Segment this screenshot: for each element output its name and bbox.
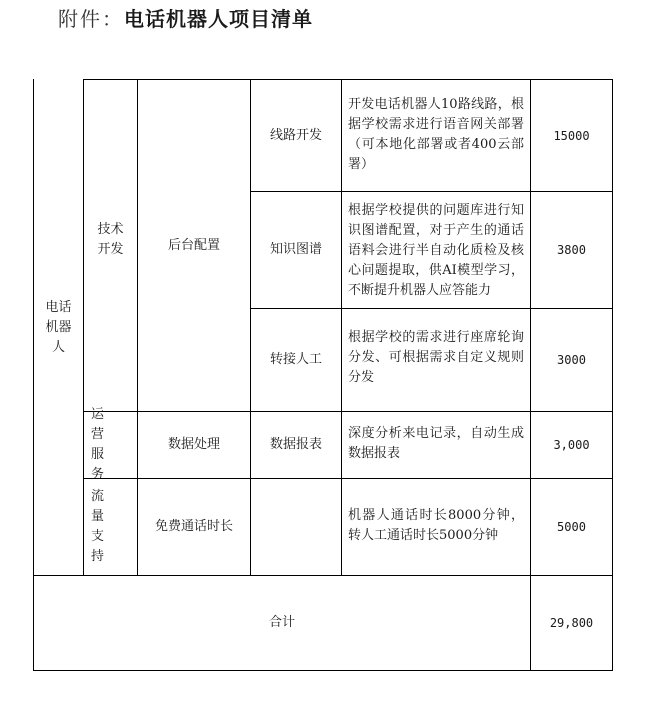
total-label: 合计 xyxy=(268,615,295,630)
group-cell-traffic xyxy=(84,479,137,575)
subgroup-label: 后台配置 xyxy=(167,238,220,253)
item-label: 数据报表 xyxy=(269,437,322,452)
item-cell xyxy=(251,479,341,575)
item-description: 机器人通话时长8000分钟，转人工通话时长5000分钟 xyxy=(348,508,524,543)
item-description: 深度分析来电记录，自动生成数据报表 xyxy=(348,426,524,461)
price-cell xyxy=(531,192,612,308)
item-description: 根据学校的需求进行座席轮询分发、可根据需求自定义规则分发 xyxy=(348,330,524,385)
description-cell xyxy=(342,80,530,191)
description-cell xyxy=(342,309,530,411)
item-cell xyxy=(251,192,341,308)
total-value-cell xyxy=(531,576,612,670)
total-label-cell xyxy=(34,576,530,670)
subgroup-label: 数据处理 xyxy=(167,437,220,452)
document-title xyxy=(58,6,313,32)
group-label: 流量支持 xyxy=(91,489,115,564)
price-cell xyxy=(531,479,612,575)
item-price: 3800 xyxy=(557,243,586,257)
item-label: 知识图谱 xyxy=(269,242,322,257)
item-price: 3,000 xyxy=(553,438,590,452)
item-price: 15000 xyxy=(553,128,590,143)
description-cell xyxy=(342,412,530,478)
group-cell-tech xyxy=(84,80,137,411)
price-cell xyxy=(531,309,612,411)
group-cell-ops xyxy=(84,407,137,482)
item-cell xyxy=(251,80,341,191)
price-cell xyxy=(531,80,612,191)
subgroup-cell xyxy=(138,479,250,575)
item-cell xyxy=(251,309,341,411)
table-border-bottom xyxy=(33,670,613,671)
total-value: 29,800 xyxy=(549,616,594,630)
group-label: 技术开发 xyxy=(97,221,124,257)
description-cell xyxy=(342,479,530,575)
category-cell xyxy=(34,80,83,575)
category-label: 电话机器人 xyxy=(45,299,72,355)
subgroup-label: 免费通话时长 xyxy=(154,519,233,534)
item-label: 转接人工 xyxy=(269,352,322,367)
description-cell xyxy=(342,192,530,308)
price-cell xyxy=(531,412,612,478)
group-label: 运营服务 xyxy=(91,407,115,482)
item-price: 5000 xyxy=(557,520,586,534)
item-label: 线路开发 xyxy=(269,127,322,143)
item-description: 根据学校提供的问题库进行知识图谱配置，对于产生的通话语料会进行半自动化质检及核心问题提取，供AI模型学习，不断提升机器人应答能力 xyxy=(348,203,524,298)
table-border-right xyxy=(612,79,613,671)
title-main: 电话机器人项目清单 xyxy=(124,7,313,31)
subgroup-cell xyxy=(138,80,250,411)
subgroup-cell xyxy=(138,412,250,478)
title-prefix: 附件： xyxy=(58,7,124,31)
item-description: 开发电话机器人10路线路，根据学校需求进行语音网关部署（可本地化部署或者400云部署） xyxy=(348,97,524,172)
item-price: 3000 xyxy=(557,353,586,367)
item-cell xyxy=(251,412,341,478)
